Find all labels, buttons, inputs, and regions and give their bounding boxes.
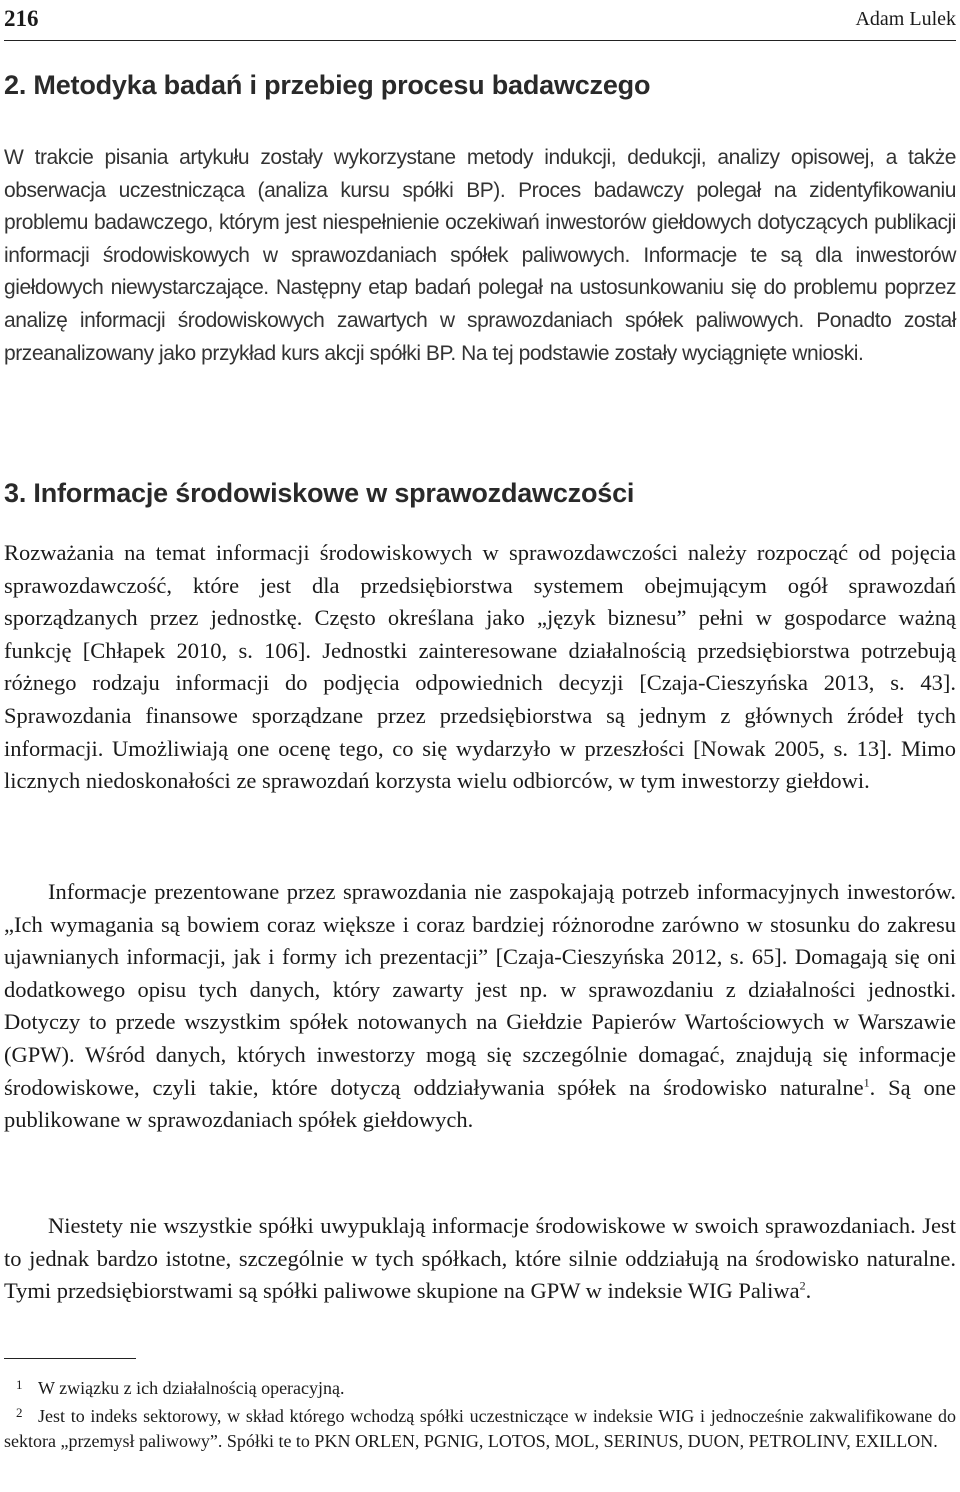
section-3-heading: 3. Informacje środowiskowe w sprawozdawczości [4, 478, 635, 508]
section-2-paragraph: W trakcie pisania artykułu zostały wykorzystane metody indukcji, dedukcji, analizy opisowej, a także obserwacja uczestnicząca (analiza kursu spółki BP). Proces badawczy polegał na zidentyfikowaniu problemu badawczego, którym jest niespełnienie oczekiwań inwestorów giełdowych dotyczących publikacji informacji środowiskowych w sprawozdaniach spółek paliwowych. Informacje te są dla inwestorów giełdowych niewystarczające. Następny etap badań polegał na ustosunkowaniu się do problemu poprzez analizę informacji środowiskowych zawartych w sprawozdaniach spółek paliwowych. Ponadto został przeanalizowany jako przykład kurs akcji spółki BP. Na tej podstawie zostały wyciągnięte wnioski. [4, 146, 956, 365]
section-3-paragraph-2 [4, 876, 956, 1137]
paragraph-2-text: Informacje prezentowane przez sprawozdania nie zaspokajają potrzeb informacyjnych inwestorów. „Ich wymagania są bowiem coraz większe i coraz bardziej różnorodne zarówno w stosunku do zakresu ujawnianych informacji, jak i formy ich prezentacji” [Czaja-Cieszyńska 2012, s. 65]. Domagają się oni dodatkowego opisu tych danych, który zawarty jest np. w sprawozdaniu z działalności jednostki. Dotyczy to przede wszystkim spółek notowanych na Giełdzie Papierów Wartościowych w Warszawie (GPW). Wśród danych, których inwestorzy mogą się szczególnie domagać, znajdują się informacje środowiskowe, czyli takie, które dotyczą oddziaływania spółek na środowisko naturalne [4, 879, 956, 1100]
footnote-1-mark: 1 [16, 1377, 23, 1392]
section-3-paragraph-1: Rozważania na temat informacji środowiskowych w sprawozdawczości należy rozpocząć od pojęcia sprawozdawczość, które jest dla przedsiębiorstwa systemem obejmującym ogół sprawozdań sporządzanych przez jednostkę. Często określana jako „język biznesu” pełni w gospodarce ważną funkcję [Chłapek 2010, s. 106]. Jednostki zainteresowane działalnością przedsiębiorstwa potrzebują różnego rodzaju informacji do podjęcia odpowiednich decyzji [Czaja-Cieszyńska 2013, s. 43]. Sprawozdania finansowe sporządzane przez przedsiębiorstwa są jednym z głównych źródeł tych informacji. Umożliwiają one ocenę tego, co się wydarzyło w przeszłości [Nowak 2005, s. 13]. Mimo licznych niedoskonałości ze sprawozdań korzysta wielu odbiorców, w tym inwestorzy giełdowi. [4, 540, 956, 794]
footnote-2-mark: 2 [16, 1405, 23, 1420]
section-2-heading: 2. Metodyka badań i przebieg procesu badawczego [4, 70, 651, 100]
page-number: 216 [4, 6, 39, 31]
footnote-2-text: Jest to indeks sektorowy, w skład którego wchodzą spółki uczestniczące w indeksie WIG i jednocześnie zakwalifikowane do sektora „przemysł paliwowy”. Spółki te to PKN ORLEN, PGNIG, LOTOS, MOL, SERINUS, DUON, PETROLINV, EXILLON. [4, 1406, 956, 1451]
footnote-separator [4, 1358, 136, 1359]
footnote-ref-1[interactable]: 1 [863, 1075, 870, 1090]
running-head [4, 6, 956, 36]
header-rule [4, 40, 956, 41]
footnote-2 [4, 1404, 956, 1454]
footnote-ref-2[interactable]: 2 [799, 1278, 806, 1293]
paragraph-2-text-end: . Są one publikowane w sprawozdaniach spółek giełdowych. [4, 1074, 956, 1133]
paragraph-3-text-end: . [805, 1278, 812, 1304]
footnote-1 [4, 1376, 956, 1401]
author-name: Adam Lulek [855, 8, 956, 30]
section-3-paragraph-3 [4, 1210, 956, 1308]
footnote-1-text: W związku z ich działalnością operacyjną. [38, 1378, 345, 1398]
paragraph-3-text: Niestety nie wszystkie spółki uwypuklają informacje środowiskowe w swoich sprawozdaniach. Jest to jednak bardzo istotne, szczególnie w tych spółkach, które silnie oddziałują na środowisko naturalne. Tymi przedsiębiorstwami są spółki paliwowe skupione na GPW w indeksie WIG Paliwa [4, 1213, 956, 1304]
